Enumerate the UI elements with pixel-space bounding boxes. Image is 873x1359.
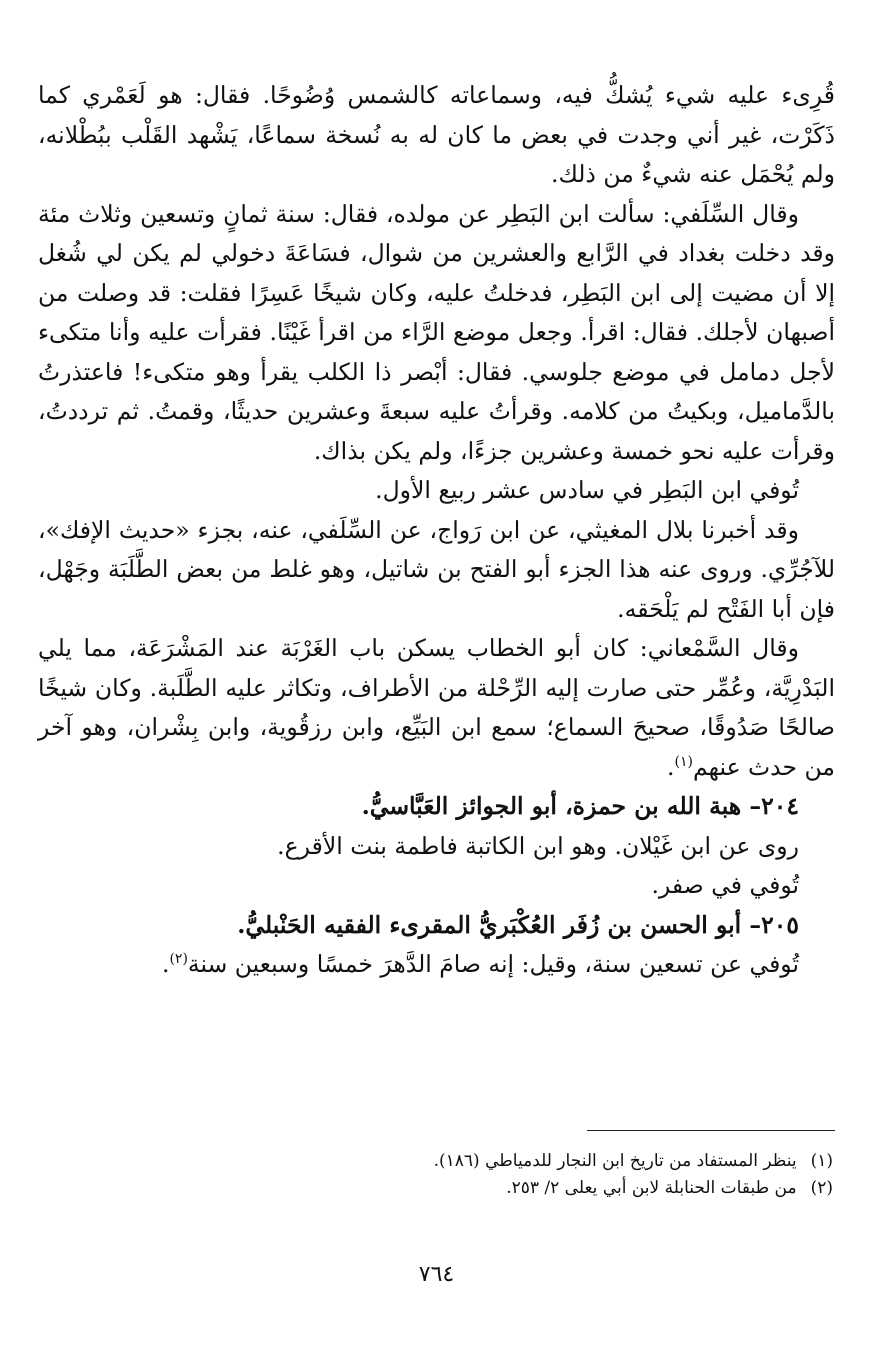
paragraph: وقال السِّلَفي: سألت ابن البَطِر عن مولده، فقال: سنة ثمانٍ وتسعين وثلاث مئة وقد دخلت بغداد في الرَّابع والعشرين من شوال، فسَاعَةَ دخولي لم يكن لي شُغل إلا أن مضيت إلى ابن البَطِر، فدخلتُ عليه، وكان شيخًا عَسِرًا فقلت: قد وصلت من أصبهان لأجلك. فقال: اقرأ. وجعل موضع الرَّاء من اقرأ غَيْنًا. فقرأت عليه وأنا متكىء لأجل دمامل في موضع جلوسي. فقال: أبْصر ذا الكلب يقرأ وهو متكىء! فاعتذرتُ بالدَّماميل، وبكيتُ من كلامه. وقرأتُ عليه سبعةَ وعشرين حديثًا، وقمتُ. ثم ترددتُ، وقرأت عليه نحو خمسة وعشرين جزءًا، ولم يكن بذاك. (38, 199, 835, 465)
paragraph: تُوفي ابن البَطِر في سادس عشر ربيع الأول. (375, 476, 799, 504)
footnote-reference: (٢) (169, 951, 188, 968)
footnote (73, 1175, 833, 1202)
paragraph: قُرِىء عليه شيء يُشكُّ فيه، وسماعاته كالشمس وُضُوحًا. فقال: هو لَعَمْري كما ذَكَرْت، غير أني وجدت في بعض ما كان له به نُسخة سماعًا، يَشْهد القَلْب ببُطْلانه، ولم يُحْمَل عنه شيءٌ من ذلك. (38, 81, 835, 188)
main-text (38, 76, 835, 985)
paragraph (38, 629, 835, 787)
entry-line (38, 945, 835, 985)
entry-line-end: . (161, 950, 170, 978)
footnote-number: (١) (810, 1151, 833, 1171)
entry-line: روى عن ابن غَيْلان. وهو ابن الكاتبة فاطمة بنت الأقرع. (277, 831, 799, 860)
footnote-separator (587, 1130, 835, 1131)
paragraph-text: وقال السَّمْعاني: كان أبو الخطاب يسكن باب الغَرْبَة عند المَشْرَعَة، مما يلي البَدْرِيَّة، وعُمِّر حتى صارت إليه الرِّحْلة من الأطراف، وتكاثر عليه الطَّلَبة. وكان شيخًا صالحًا صَدُوقًا، صحيحَ السماع؛ سمع ابن البَيِّع، وابن رزقُوية، وابن بِشْران، وهو آخر من حدث عنهم (38, 634, 835, 781)
footnote-number: (٢) (810, 1178, 833, 1198)
paragraph: وقد أخبرنا بلال المغيثي، عن ابن رَواج، عن السِّلَفي، عنه، بجزء «حديث الإفك»، للآجُرِّي. وروى عنه هذا الجزء أبو الفتح بن شاتيل، وهو غلط من بعض الطَّلَبَة وجَهْل، فإن أبا الفَتْح لم يَلْحَقه. (38, 515, 835, 623)
entry-heading-205: ٢٠٥– أبو الحسن بن زُفَر العُكْبَريُّ المقرىء الفقيه الحَنْبليُّ. (237, 910, 799, 939)
paragraph-end: . (667, 752, 675, 781)
footnote-reference: (١) (674, 753, 693, 770)
entry-line: تُوفي في صفر. (651, 871, 799, 899)
page-number: ٧٦٤ (418, 1262, 455, 1287)
footnotes (73, 1148, 833, 1202)
footnote (73, 1148, 833, 1175)
footnote-text: من طبقات الحنابلة لابن أبي يعلى ٢/ ٢٥٣. (506, 1178, 797, 1198)
footnote-text: ينظر المستفاد من تاريخ ابن النجار للدمياطي (١٨٦). (433, 1151, 797, 1171)
entry-heading-204: ٢٠٤– هبة الله بن حمزة، أبو الجوائز العَبَّاسيُّ. (361, 792, 799, 820)
entry-line-text: تُوفي عن تسعين سنة، وقيل: إنه صامَ الدَّهرَ خمسًا وسبعين سنة (187, 950, 799, 978)
